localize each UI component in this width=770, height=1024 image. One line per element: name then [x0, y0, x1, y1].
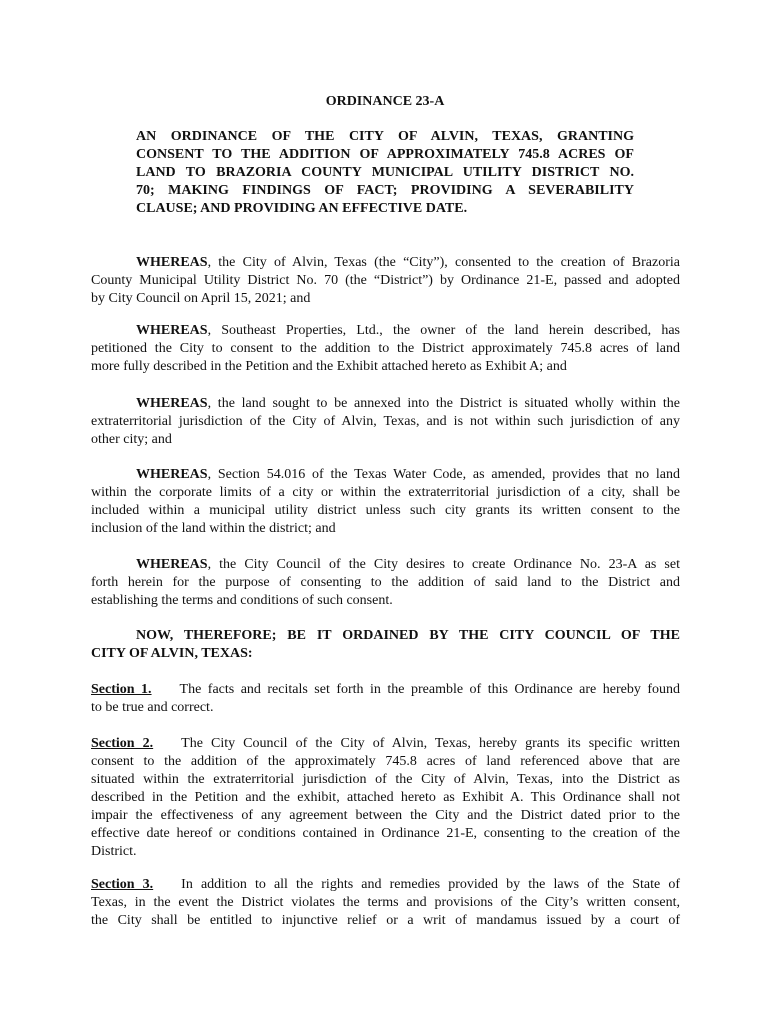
paragraph-line: establishing the terms and conditions of such consent. [91, 593, 393, 608]
paragraph-text: , the land sought to be annexed into the District is situated wholly within the [207, 396, 680, 411]
paragraph-line: inclusion of the land within the district; and [91, 521, 336, 536]
whereas-label: WHEREAS [136, 396, 208, 411]
paragraph-line: petitioned the City to consent to the addition to the District approximately 745.8 acres of land [91, 341, 680, 356]
paragraph-line [91, 254, 680, 272]
section-heading: Section 2. [91, 736, 154, 751]
paragraph-line [91, 395, 680, 413]
paragraph-line [91, 876, 680, 894]
whereas-paragraph-3 [91, 395, 680, 449]
paragraph-line: impair the effectiveness of any agreement between the City and the District dated prior to the [91, 808, 680, 823]
paragraph-text: In addition to all the rights and remedies provided by the laws of the State of [181, 877, 680, 892]
paragraph-line: by City Council on April 15, 2021; and [91, 291, 311, 306]
whereas-label: WHEREAS [136, 467, 208, 482]
paragraph-line: NOW, THEREFORE; BE IT ORDAINED BY THE CITY COUNCIL OF THE [136, 628, 680, 643]
paragraph-text: , the City Council of the City desires to create Ordinance No. 23-A as set [207, 557, 680, 572]
whereas-label: WHEREAS [136, 255, 208, 270]
ordinance-caption [136, 128, 634, 218]
paragraph-text: The facts and recitals set forth in the preamble of this Ordinance are hereby found [179, 682, 680, 697]
paragraph-text: , the City of Alvin, Texas (the “City”), consented to the creation of Brazoria [207, 255, 680, 270]
paragraph-line: forth herein for the purpose of consenting to the addition of said land to the District and [91, 575, 680, 590]
paragraph-line: within the corporate limits of a city or within the extraterritorial jurisdiction of a city, shall be [91, 485, 680, 500]
paragraph-line [91, 322, 680, 340]
paragraph-line: other city; and [91, 432, 172, 447]
caption-line: AN ORDINANCE OF THE CITY OF ALVIN, TEXAS, GRANTING [136, 129, 634, 144]
section-1 [91, 681, 680, 717]
paragraph-line: situated within the extraterritorial jurisdiction of the City of Alvin, Texas, into the District as [91, 772, 680, 787]
whereas-paragraph-2 [91, 322, 680, 376]
section-heading: Section 3. [91, 877, 154, 892]
paragraph-line: CITY OF ALVIN, TEXAS: [91, 646, 253, 661]
section-2 [91, 735, 680, 861]
whereas-paragraph-1 [91, 254, 680, 308]
section-heading: Section 1. [91, 682, 152, 697]
section-3 [91, 876, 680, 930]
caption-line: 70; MAKING FINDINGS OF FACT; PROVIDING A SEVERABILITY [136, 183, 634, 198]
caption-line: CLAUSE; AND PROVIDING AN EFFECTIVE DATE. [136, 201, 468, 216]
paragraph-line: described in the Petition and the exhibit, attached hereto as Exhibit A. This Ordinance shall not [91, 790, 680, 805]
paragraph-line: the City shall be entitled to injunctive relief or a writ of mandamus issued by a court of [91, 913, 680, 928]
ordinance-title: ORDINANCE 23-A [325, 94, 445, 109]
paragraph-line: included within a municipal utility district unless such city grants its written consent to the [91, 503, 680, 518]
paragraph-line [91, 466, 680, 484]
paragraph-text: , Section 54.016 of the Texas Water Code, as amended, provides that no land [207, 467, 680, 482]
paragraph-line [91, 681, 680, 699]
paragraph-text: The City Council of the City of Alvin, Texas, hereby grants its specific written [181, 736, 680, 751]
paragraph-line: consent to the addition of the approximately 745.8 acres of land referenced above that are [91, 754, 680, 769]
whereas-paragraph-5 [91, 556, 680, 610]
paragraph-line: effective date hereof or conditions contained in Ordinance 21-E, consenting to the creation of the [91, 826, 680, 841]
paragraph-line: County Municipal Utility District No. 70 (the “District”) by Ordinance 21-E, passed and adopted [91, 273, 680, 288]
paragraph-line [91, 735, 680, 753]
ordaining-clause [91, 627, 680, 663]
caption-line: LAND TO BRAZORIA COUNTY MUNICIPAL UTILITY DISTRICT NO. [136, 165, 634, 180]
paragraph-line: more fully described in the Petition and the Exhibit attached hereto as Exhibit A; and [91, 359, 567, 374]
paragraph-line: District. [91, 844, 137, 859]
whereas-label: WHEREAS [136, 557, 208, 572]
paragraph-text: , Southeast Properties, Ltd., the owner of the land herein described, has [207, 323, 680, 338]
paragraph-line [91, 556, 680, 574]
paragraph-line: Texas, in the event the District violates the terms and provisions of the City’s written consent, [91, 895, 680, 910]
paragraph-line: to be true and correct. [91, 700, 214, 715]
caption-line: CONSENT TO THE ADDITION OF APPROXIMATELY 745.8 ACRES OF [136, 147, 634, 162]
whereas-label: WHEREAS [136, 323, 208, 338]
whereas-paragraph-4 [91, 466, 680, 538]
paragraph-line: extraterritorial jurisdiction of the City of Alvin, Texas, and is not within such jurisdiction of any [91, 414, 680, 429]
